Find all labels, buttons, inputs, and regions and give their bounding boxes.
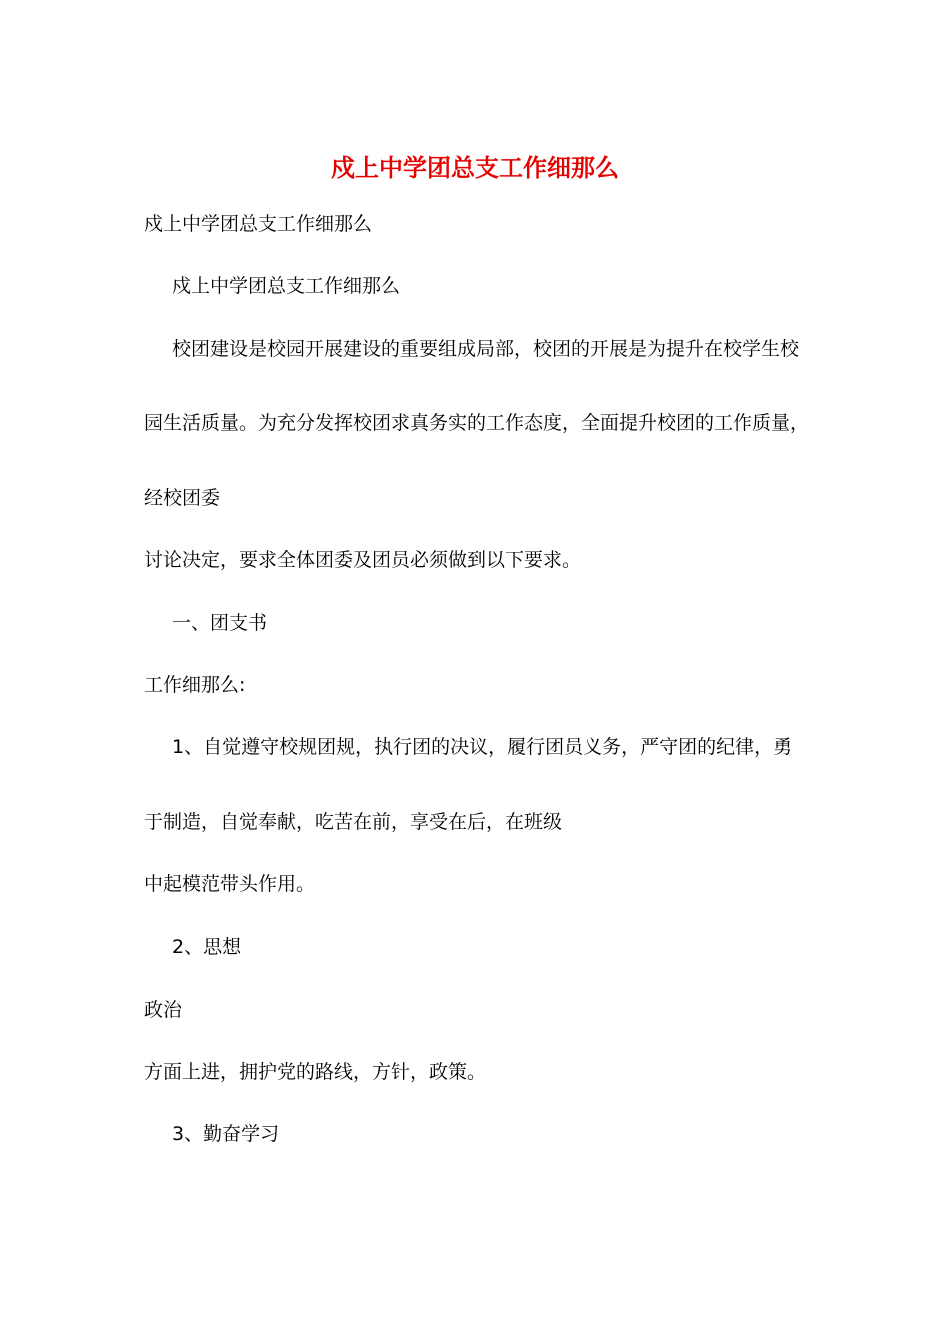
list-item: 1、自觉遵守校规团规，执行团的决议，履行团员义务，严守团的纪律，勇 bbox=[172, 736, 793, 758]
paragraph-line: 经校团委 bbox=[144, 487, 221, 509]
paragraph-line: 工作细那么: bbox=[144, 674, 246, 696]
section-heading: 一、团支书 bbox=[172, 612, 268, 634]
paragraph-line: 戍上中学团总支工作细那么 bbox=[172, 275, 401, 297]
paragraph-line: 方面上进，拥护党的路线，方针，政策。 bbox=[144, 1061, 487, 1083]
paragraph-line: 中起模范带头作用。 bbox=[144, 873, 316, 895]
document-title: 戍上中学团总支工作细那么 bbox=[331, 154, 619, 182]
paragraph-line: 政治 bbox=[144, 999, 183, 1021]
paragraph-line: 戍上中学团总支工作细那么 bbox=[144, 213, 373, 235]
paragraph-line: 园生活质量。为充分发挥校团求真务实的工作态度，全面提升校团的工作质量， bbox=[144, 412, 810, 434]
list-item: 2、思想 bbox=[172, 936, 242, 958]
paragraph-line: 讨论决定，要求全体团委及团员必须做到以下要求。 bbox=[144, 549, 582, 571]
list-item: 3、勤奋学习 bbox=[172, 1123, 280, 1145]
paragraph-line: 校团建设是校园开展建设的重要组成局部，校团的开展是为提升在校学生校 bbox=[172, 338, 800, 360]
paragraph-line: 于制造，自觉奉献，吃苦在前，享受在后，在班级 bbox=[144, 811, 563, 833]
